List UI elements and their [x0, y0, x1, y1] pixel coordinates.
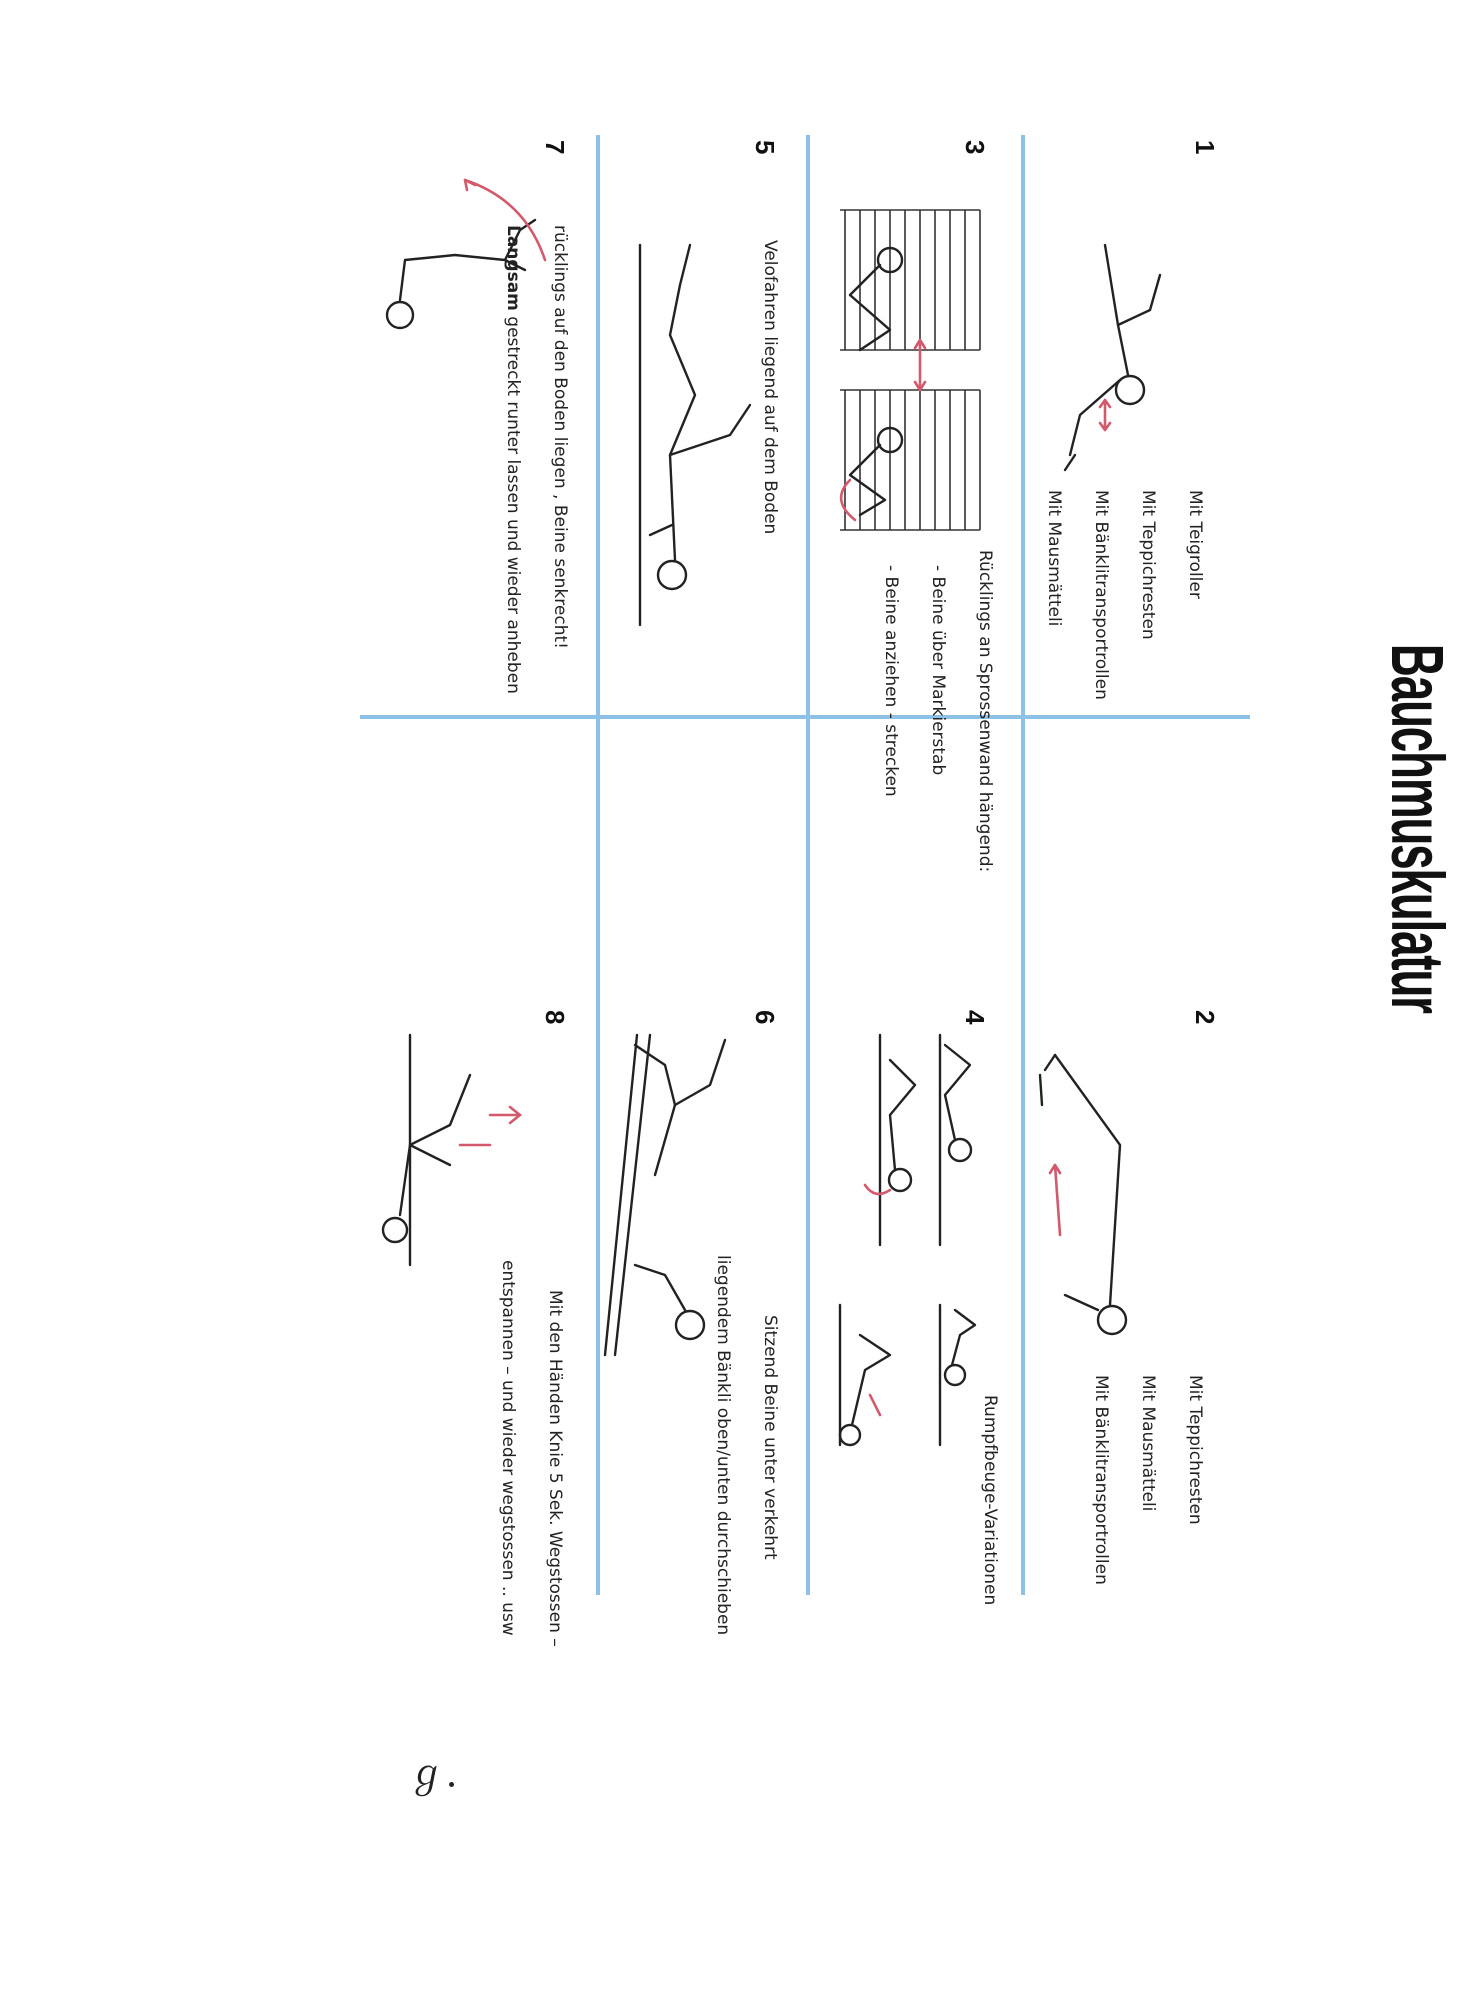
exercise-6-text: Sitzend Beine unter verkehrt liegendem Bänkli oben/unten durchschieben [713, 1255, 780, 1636]
grid-line-row-2 [806, 135, 810, 1595]
stick-figure-teigroller-icon [1050, 215, 1200, 515]
exercise-2-text: Mit Teppichresten Mit Mausmätteli Mit Bänklitransportrollen [1091, 1375, 1205, 1585]
exercise-1-text: Mit Teigroller Mit Teppichresten Mit Bänklitransportrollen Mit Mausmätteli [1044, 490, 1205, 700]
stick-figure-wall-bars-icon [815, 200, 1000, 560]
signature: ℊ. [407, 1751, 458, 1796]
exercise-8-text: Mit den Händen Knie 5 Sek. Wegstossen – entspannen – und wieder wegstossen .. usw [498, 1260, 565, 1647]
exercise-number-3: 3 [960, 140, 990, 155]
exercise-sheet [350, 0, 1470, 1795]
exercise-3-text: Rücklings an Sprossenwand hängend: - Beine über Markierstab - Beine anziehen - strecken [881, 550, 995, 873]
stick-figure-pushup-icon [1030, 1015, 1180, 1375]
exercise-number-6: 6 [750, 1010, 780, 1025]
grid-line-row-1 [1021, 135, 1025, 1595]
exercise-number-4: 4 [960, 1010, 990, 1025]
exercise-5-text: Velofahren liegend auf dem Boden [760, 240, 780, 535]
grid-line-col [360, 715, 1250, 719]
stick-figure-knee-push-icon [370, 1015, 560, 1315]
page-title: Bauchmuskulatur [1376, 643, 1459, 1013]
exercise-number-8: 8 [540, 1010, 570, 1025]
exercise-number-7: 7 [540, 140, 570, 155]
exercise-number-2: 2 [1190, 1010, 1220, 1025]
exercise-7-text: rücklings auf den Boden liegen , Beine senkrecht! Langsam gestreckt runter lassen und wieder anheben [503, 225, 570, 694]
exercise-number-1: 1 [1190, 140, 1220, 155]
exercise-number-5: 5 [750, 140, 780, 155]
exercise-4-text: Rumpfbeuge-Variationen [980, 1395, 1000, 1606]
